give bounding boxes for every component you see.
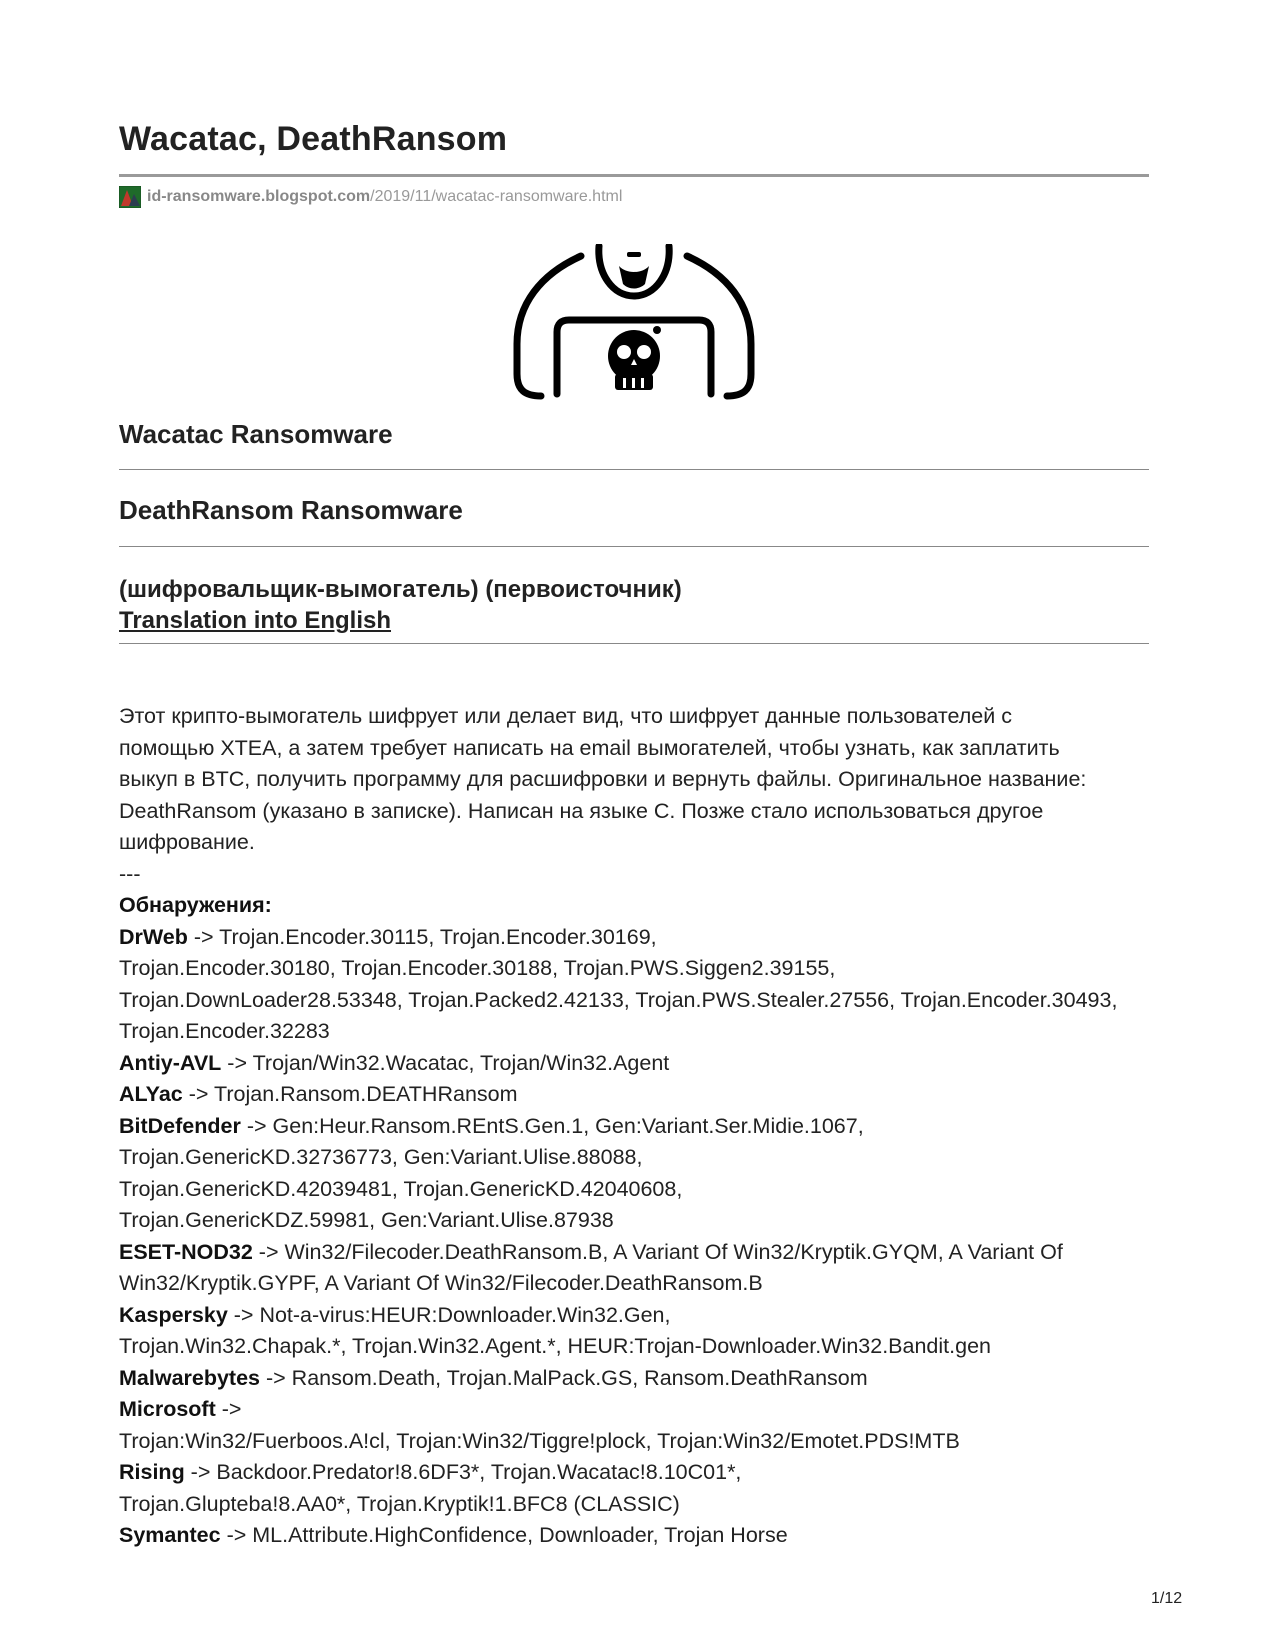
engine-name: BitDefender xyxy=(119,1113,241,1138)
detection-entry: DrWeb -> Trojan.Encoder.30115, Trojan.Encoder.30169, xyxy=(119,924,657,949)
translation-link[interactable]: Translation into English xyxy=(119,607,392,634)
detections-label: Обнаружения: xyxy=(119,893,272,917)
detection-entry: Rising -> Backdoor.Predator!8.6DF3*, Trojan.Wacatac!8.10C01*, xyxy=(119,1460,742,1484)
intro-line: Этот крипто-вымогатель шифрует или делает вид, что шифрует данные пользователей с xyxy=(119,704,1012,728)
engine-name: ESET-NOD32 xyxy=(119,1239,253,1264)
detection-line: Trojan.Win32.Chapak.*, Trojan.Win32.Agent.*, HEUR:Trojan-Downloader.Win32.Bandit.gen xyxy=(119,1334,991,1358)
detection-entry: Malwarebytes -> Ransom.Death, Trojan.MalPack.GS, Ransom.DeathRansom xyxy=(119,1365,868,1390)
detection-entry: Antiy-AVL -> Trojan/Win32.Wacatac, Trojan/Win32.Agent xyxy=(119,1050,670,1075)
intro-line: шифрование. xyxy=(119,830,255,854)
article-body xyxy=(119,701,1149,1552)
detection-entry: ALYac -> Trojan.Ransom.DEATHRansom xyxy=(119,1082,518,1106)
detection-line: Trojan.GenericKDZ.59981, Gen:Variant.Ulise.87938 xyxy=(119,1208,614,1232)
engine-name: Microsoft xyxy=(119,1397,216,1421)
detection-line: Win32/Kryptik.GYPF, A Variant Of Win32/Filecoder.DeathRansom.B xyxy=(119,1271,763,1295)
detection-line: Trojan.GenericKD.42039481, Trojan.GenericKD.42040608, xyxy=(119,1176,683,1201)
engine-name: Rising xyxy=(119,1460,185,1484)
detection-line: Trojan.Encoder.32283 xyxy=(119,1019,330,1043)
source-domain[interactable]: id-ransomware.blogspot.com xyxy=(147,188,371,205)
heading-wacatac: Wacatac Ransomware xyxy=(119,419,393,449)
intro-line: DeathRansom (указано в записке). Написан на языке C. Позже стало использоваться другое xyxy=(119,798,1044,823)
page-number: 1/12 xyxy=(1151,1590,1183,1607)
detection-entry: ESET-NOD32 -> Win32/Filecoder.DeathRansom.B, A Variant Of Win32/Kryptik.GYQM, A Variant Of xyxy=(119,1239,1063,1264)
detection-line: Trojan.Glupteba!8.AA0*, Trojan.Kryptik!1.BFC8 (CLASSIC) xyxy=(119,1491,680,1516)
page-title: Wacatac, DeathRansom xyxy=(119,120,508,158)
detection-entry: Symantec -> ML.Attribute.HighConfidence, Downloader, Trojan Horse xyxy=(119,1523,788,1547)
detection-entry: Microsoft -> xyxy=(119,1397,242,1421)
detection-line: Trojan.GenericKD.32736773, Gen:Variant.Ulise.88088, xyxy=(119,1145,643,1169)
hacker-skull-logo-icon xyxy=(511,244,757,406)
heading-deathransom: DeathRansom Ransomware xyxy=(119,495,463,525)
engine-name: ALYac xyxy=(119,1082,183,1106)
engine-name: Kaspersky xyxy=(119,1302,228,1327)
source-path[interactable]: /2019/11/wacatac-ransomware.html xyxy=(370,188,623,205)
detection-line: Trojan.DownLoader28.53348, Trojan.Packed2.42133, Trojan.PWS.Stealer.27556, Trojan.Encoder.30493, xyxy=(119,987,1118,1012)
intro-line: выкуп в BTC, получить программу для расшифровки и вернуть файлы. Оригинальное название: xyxy=(119,767,1087,791)
source-url[interactable] xyxy=(119,186,622,208)
engine-name: Malwarebytes xyxy=(119,1365,261,1390)
separator: --- xyxy=(119,861,141,886)
title-divider xyxy=(119,174,1149,177)
intro-line: помощью XTEA, а затем требует написать на email вымогателей, чтобы узнать, как заплатить xyxy=(119,735,1060,760)
subtitle-block xyxy=(119,574,682,636)
heading-divider xyxy=(119,643,1149,644)
subtitle: (шифровальщик-вымогатель) (первоисточник) xyxy=(119,576,682,603)
site-favicon-icon xyxy=(119,186,141,208)
heading-divider xyxy=(119,546,1149,547)
heading-divider xyxy=(119,469,1149,470)
detection-entry: Kaspersky -> Not-a-virus:HEUR:Downloader.Win32.Gen, xyxy=(119,1302,671,1327)
engine-name: Symantec xyxy=(119,1523,221,1547)
detection-line: Trojan:Win32/Fuerboos.A!cl, Trojan:Win32/Tiggre!plock, Trojan:Win32/Emotet.PDS!MTB xyxy=(119,1428,960,1453)
detection-entry: BitDefender -> Gen:Heur.Ransom.REntS.Gen.1, Gen:Variant.Ser.Midie.1067, xyxy=(119,1113,864,1138)
engine-name: DrWeb xyxy=(119,924,188,949)
engine-name: Antiy-AVL xyxy=(119,1050,222,1075)
detection-line: Trojan.Encoder.30180, Trojan.Encoder.30188, Trojan.PWS.Siggen2.39155, xyxy=(119,956,836,980)
